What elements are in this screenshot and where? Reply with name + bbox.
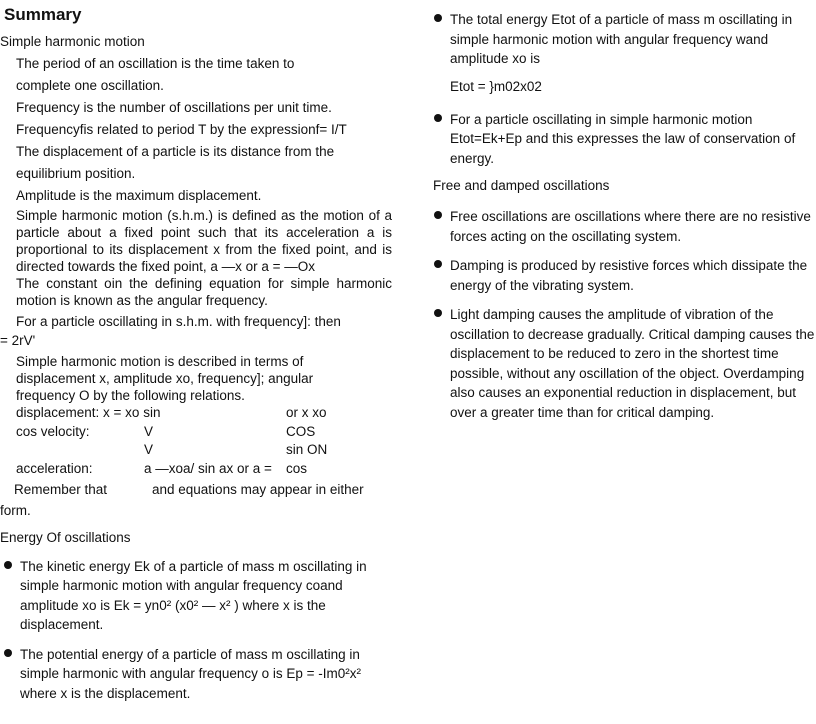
damping-item [430, 256, 816, 295]
frequency-def: Frequency is the number of oscillations per unit time. [16, 100, 332, 115]
remember-text-b: and equations may appear in either [152, 482, 364, 497]
remember-text-a: Remember that [14, 482, 108, 497]
shm-definition: Simple harmonic motion (s.h.m.) is defined as the motion of a particle about a fixed point such that its acceleration a is proportional to its displacement x from the fixed point, and is directed towards the fixed point, a —x or a = —Ox [16, 208, 392, 274]
formula-middle: V [144, 442, 154, 457]
formula-middle: a —xoa/ sin ax or a = [144, 460, 272, 476]
described-line-2: displacement x, amplitude xo, frequency]; angular [16, 371, 314, 386]
formula-table [16, 404, 392, 478]
bullet-icon [434, 14, 442, 22]
displacement-line-1: The displacement of a particle is its distance from the [16, 144, 335, 159]
period-line-1: The period of an oscillation is the time taken to [16, 56, 295, 71]
free-oscillation-item [430, 207, 816, 246]
potential-energy-item [0, 645, 392, 704]
remember-line [0, 480, 392, 499]
formula-right: COS [286, 423, 316, 439]
described-line-1: Simple harmonic motion is described in terms of [16, 354, 304, 369]
particle-frequency-line-2: = 2rV' [0, 333, 36, 348]
potential-energy-text: The potential energy of a particle of mass m oscillating in simple harmonic with angular frequency o is Ep = -Im0²x² where x is the displacement. [20, 646, 362, 701]
formula-label: acceleration: [16, 460, 93, 476]
displacement-line-2: equilibrium position. [16, 166, 136, 181]
bullet-icon [434, 211, 442, 219]
formula-label: cos velocity: [16, 423, 90, 439]
damping-text: Damping is produced by resistive forces which dissipate the energy of the vibrating system. [450, 258, 808, 293]
formula-right: or x xo [286, 405, 327, 420]
left-column [0, 4, 392, 703]
particle-frequency-line-1: For a particle oscillating in s.h.m. with frequency]: then [16, 314, 341, 329]
formula-label: displacement: x = xo sin [16, 405, 161, 420]
bullet-icon [4, 649, 12, 657]
formula-middle: V [144, 423, 154, 439]
light-damping-item [430, 305, 816, 422]
angular-frequency-def: The constant oin the defining equation for simple harmonic motion is known as the angular frequency. [16, 276, 392, 308]
bullet-icon [434, 114, 442, 122]
bullet-icon [4, 561, 12, 569]
period-line-2: complete one oscillation. [16, 78, 164, 93]
described-line-3: frequency O by the following relations. [16, 388, 245, 403]
formula-right: cos [286, 460, 308, 476]
formula-right: sin ON [286, 442, 328, 457]
energy-heading: Energy Of oscillations [0, 529, 131, 545]
conservation-item [430, 110, 816, 169]
light-damping-text: Light damping causes the amplitude of vibration of the oscillation to decrease gradually. Critical damping causes the displacement to be reduced to zero in the shortest time possible, without any oscillation of the object. Overdamping also causes an exponential reduction in displacement, but over a greater time than for critical damping. [450, 307, 815, 420]
damped-heading: Free and damped oscillations [433, 178, 610, 193]
etot-equation: Etot = }m02x02 [450, 78, 542, 94]
formula-row [16, 423, 392, 442]
bullet-icon [434, 260, 442, 268]
page-title: Summary [4, 5, 82, 24]
formula-row [16, 460, 392, 479]
frequency-relation: Frequencyfis related to period T by the expressionf= I/T [16, 122, 347, 137]
right-column [430, 10, 816, 422]
kinetic-energy-text: The kinetic energy Ek of a particle of mass m oscillating in simple harmonic motion with angular frequency coand amplitude xo is Ek = yn0² (x0² — x² ) where x is the displacement. [20, 558, 367, 632]
shm-heading: Simple harmonic motion [0, 34, 145, 49]
remember-text-c: form. [0, 502, 31, 518]
formula-row [16, 441, 392, 460]
free-oscillation-text: Free oscillations are oscillations where there are no resistive forces acting on the oscillating system. [450, 209, 811, 244]
formula-row [16, 404, 392, 423]
total-energy-item [430, 10, 816, 69]
total-energy-text: The total energy Etot of a particle of mass m oscillating in simple harmonic motion with angular frequency wand amplitude xo is [450, 12, 793, 66]
amplitude-def: Amplitude is the maximum displacement. [16, 188, 262, 203]
conservation-text: For a particle oscillating in simple harmonic motion Etot=Ek+Ep and this expresses the law of conservation of energy. [450, 111, 796, 166]
bullet-icon [434, 309, 442, 317]
kinetic-energy-item [0, 557, 392, 635]
